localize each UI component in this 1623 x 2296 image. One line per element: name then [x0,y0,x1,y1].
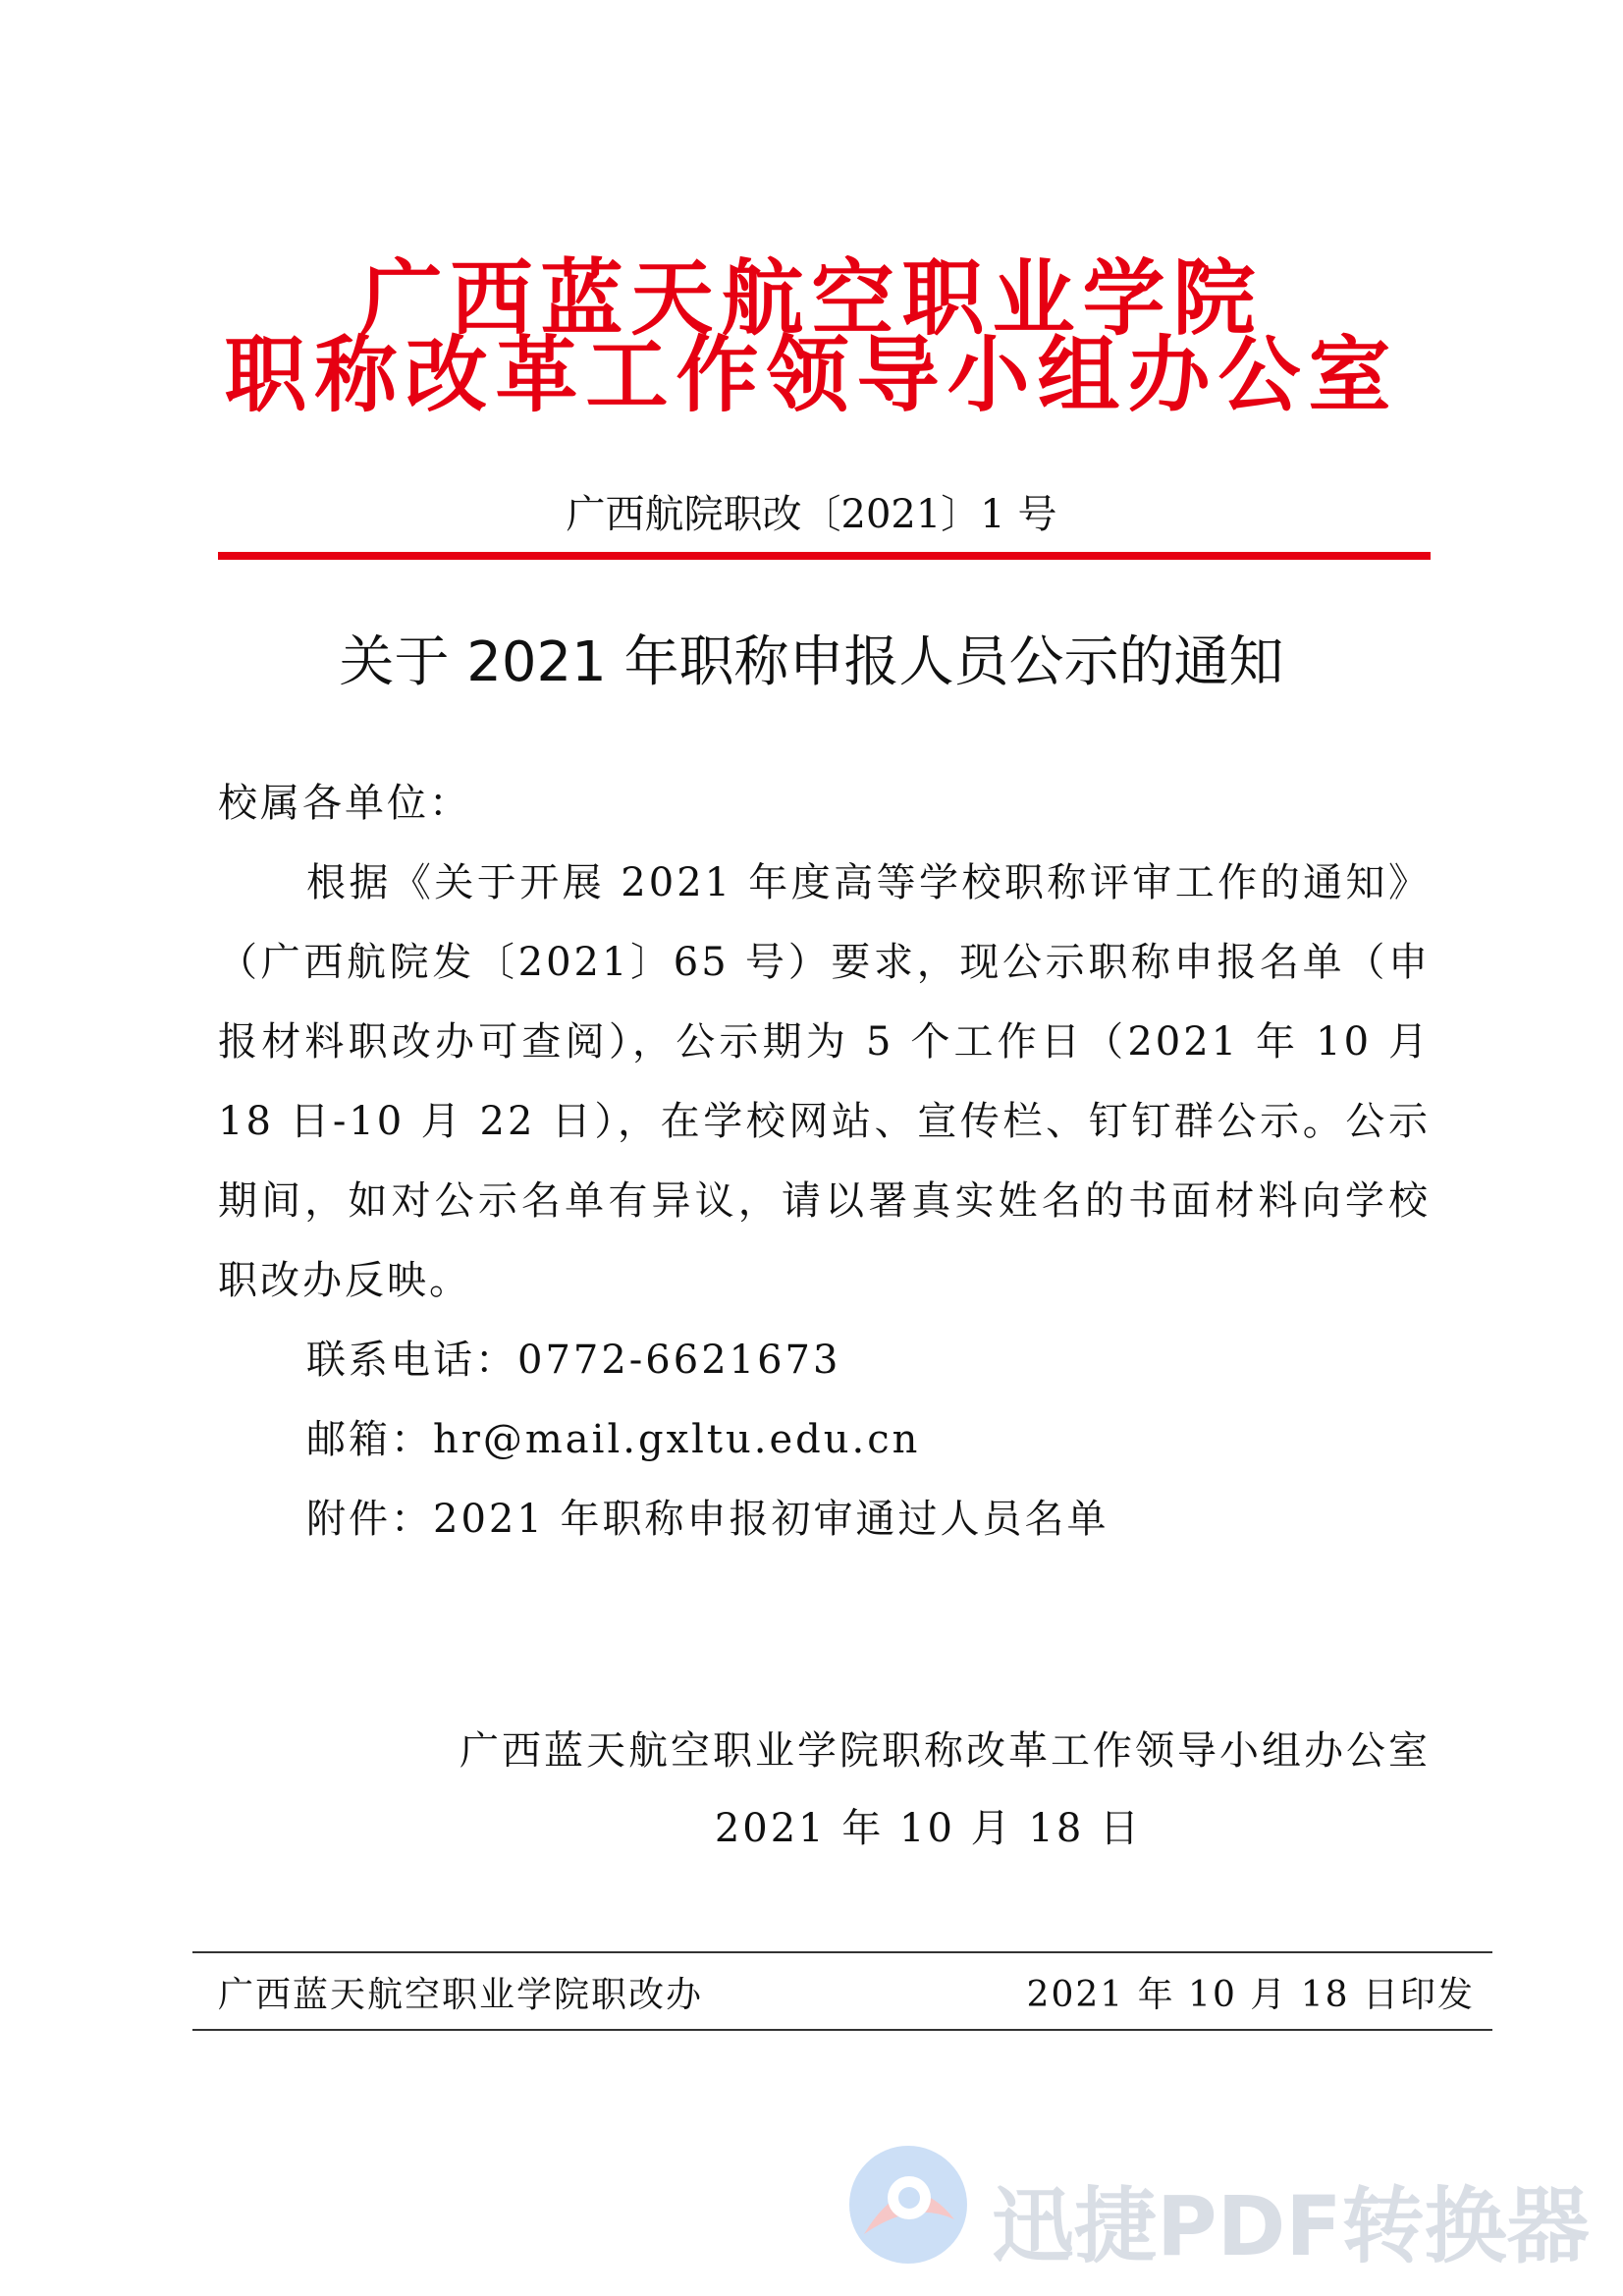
footer-issued-date: 2021 年 10 月 18 日印发 [1026,1975,1475,2015]
signature-date: 2021 年 10 月 18 日 [714,1806,1142,1851]
contact-email: 邮箱：hr@mail.gxltu.edu.cn [306,1417,921,1462]
pdf-converter-logo-icon [844,2141,972,2269]
watermark [844,2141,1591,2274]
notice-body-paragraph: 根据《关于开展 2021 年度高等学校职称评审工作的通知》（广西航院发〔2021〕65 号）要求，现公示职称申报名单（申报材料职改办可查阅），公示期为 5 个工作日（2021 年 10 月 18 日-10 月 22 日），在学校网站、宣传栏、钉钉群公示。公示期间，如对公示名单有异议，请以署真实姓名的书面材料向学校职改办反映。 [218,860,1431,1303]
attachment-note: 附件：2021 年职称申报初审通过人员名单 [306,1497,1109,1542]
footer-top-rule [192,1951,1492,1953]
notice-title: 关于 2021 年职称申报人员公示的通知 [339,630,1284,694]
red-divider [218,552,1431,560]
footer-bottom-rule [192,2029,1492,2031]
watermark-text: 迅捷PDF转换器 [992,2178,1590,2274]
issuing-org-line2: 职称改革工作领导小组办公室 [224,327,1399,423]
salutation: 校属各单位： [218,781,471,826]
contact-phone: 联系电话：0772-6621673 [306,1338,841,1383]
document-number: 广西航院职改〔2021〕1 号 [566,492,1057,537]
signature-org: 广西蓝天航空职业学院职称改革工作领导小组办公室 [460,1728,1431,1774]
footer-issuer: 广西蓝天航空职业学院职改办 [218,1975,704,2015]
issuing-org-line1: 广西蓝天航空职业学院 [359,250,1264,347]
